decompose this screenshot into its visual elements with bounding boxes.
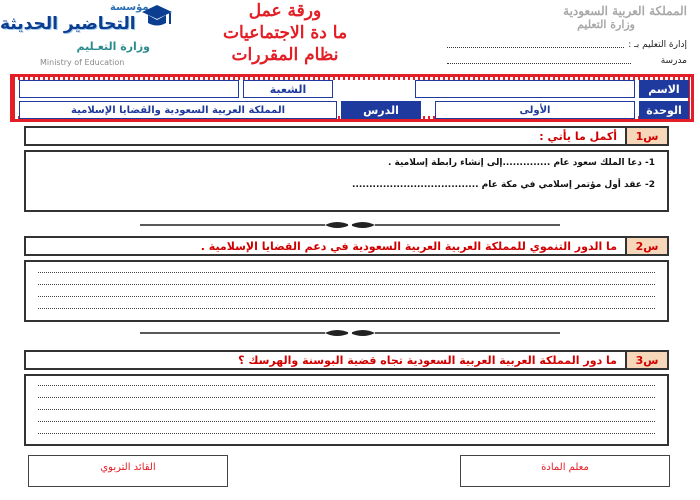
q1-item-1[interactable]: 1- دعا الملك سعود عام ..............إلى إنشاء رابطة إسلامية . — [387, 158, 655, 168]
school-row — [447, 56, 687, 66]
title-line-3: نظام المقررات — [231, 45, 339, 65]
kingdom-line-2: وزارة التعليم — [577, 18, 635, 31]
ornament-divider — [140, 327, 560, 339]
teacher-label: معلم المادة — [541, 462, 589, 473]
ministry-ar: وزارة التعـليم — [76, 40, 150, 53]
question-2-number: س2 — [625, 238, 667, 254]
question-1-answer-box — [24, 150, 669, 212]
info-frame — [10, 74, 694, 122]
school-field[interactable] — [447, 56, 631, 64]
q1-item-2[interactable]: 2- عقد أول مؤتمر إسلامي في مكة عام ..................................... — [352, 180, 655, 190]
name-label: الاسم — [639, 80, 689, 98]
question-3-number: س3 — [625, 352, 667, 368]
question-1-text: أكمل ما يأتي : — [539, 129, 617, 143]
question-2-bar — [24, 236, 669, 256]
watermark-small: مؤسسة — [110, 2, 149, 13]
title-line-2: ما دة الاجتماعيات — [222, 23, 348, 43]
ministry-logo — [40, 40, 150, 70]
question-1-bar — [24, 126, 669, 146]
publisher-watermark — [0, 2, 175, 42]
ministry-en: Ministry of Education — [40, 58, 125, 67]
kingdom-block — [440, 4, 695, 70]
question-3-bar — [24, 350, 669, 370]
watermark-title: التحاضير الحديثة — [0, 14, 136, 34]
lesson-value: المملكة العربية السعودية والقضايا الإسلامية — [19, 101, 337, 119]
lesson-label: الدرس — [341, 101, 421, 119]
teacher-signature-box[interactable] — [460, 455, 670, 487]
question-2-answer-box[interactable] — [24, 260, 669, 322]
section-label: الشعبة — [243, 80, 333, 98]
kingdom-line-1: المملكة العربية السعودية — [563, 4, 687, 18]
edu-admin-field[interactable] — [447, 40, 624, 48]
unit-label: الوحدة — [639, 101, 689, 119]
ornament-divider — [140, 219, 560, 231]
edu-admin-label: إدارة التعليم بـ : — [628, 40, 687, 50]
question-2-text: ما الدور التنموي للمملكة العربية العربية السعودية في دعم القضايا الإسلامية . — [200, 239, 617, 253]
cap-icon — [140, 2, 174, 30]
question-3-answer-box[interactable] — [24, 374, 669, 446]
question-3-text: ما دور المملكة العربية العربية السعودية تجاه قضية البوسنة والهرسك ؟ — [238, 353, 617, 367]
leader-label: القائد التربوي — [100, 462, 156, 473]
name-field[interactable] — [415, 80, 635, 98]
worksheet-title — [180, 0, 390, 70]
edu-admin-row — [447, 40, 687, 50]
leader-signature-box[interactable] — [28, 455, 228, 487]
header — [0, 0, 700, 72]
school-label: مدرسة — [660, 56, 687, 66]
question-1-number: س1 — [625, 128, 667, 144]
section-field[interactable] — [19, 80, 239, 98]
title-line-1: ورقة عمل — [248, 1, 322, 21]
unit-value: الأولى — [435, 101, 635, 119]
